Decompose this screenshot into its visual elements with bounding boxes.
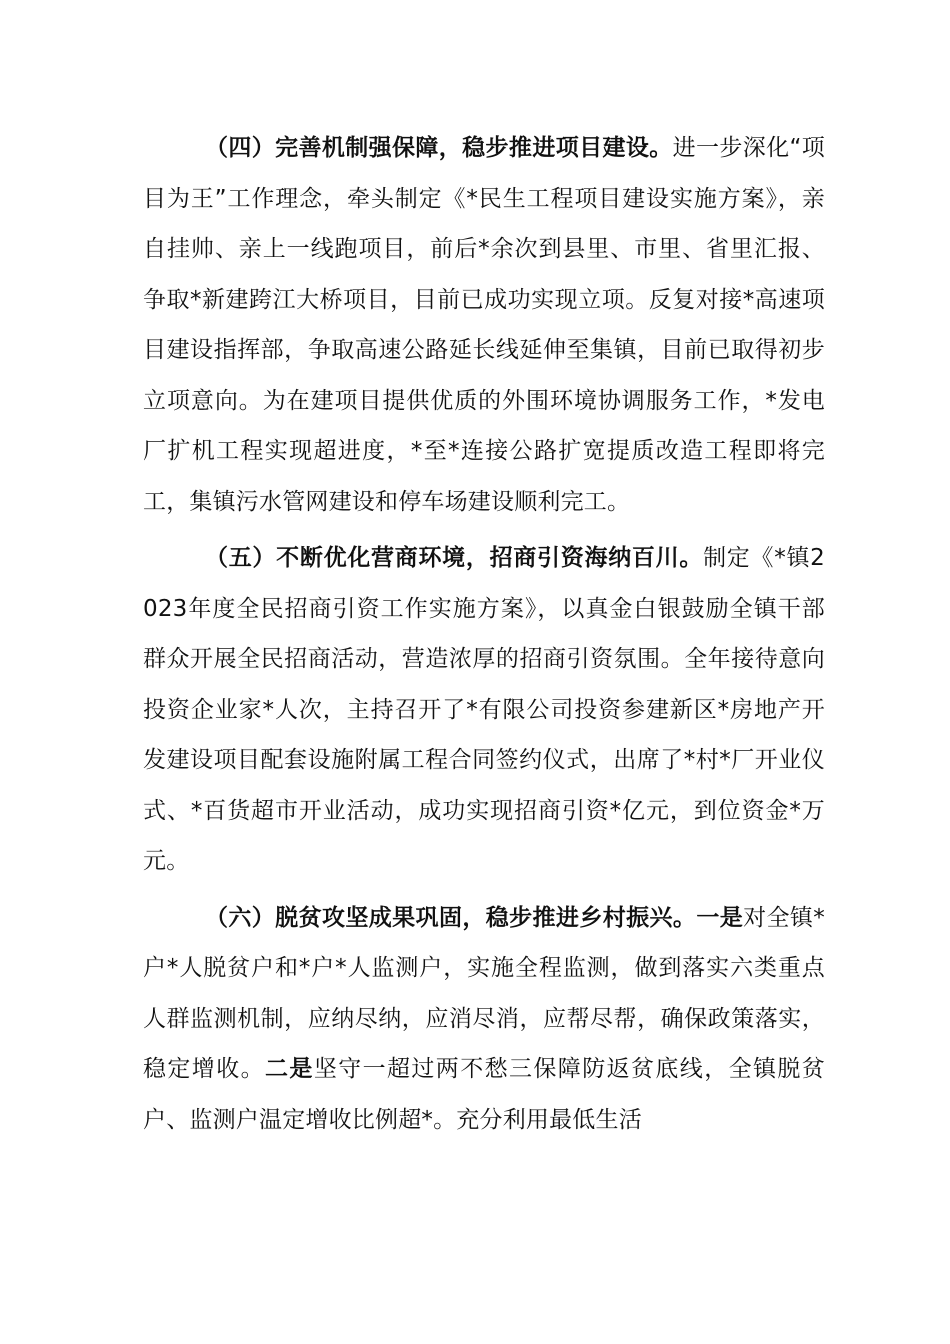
section-heading-4: （四）完善机制强保障，稳步推进项目建设。 <box>205 135 673 161</box>
section-heading-5: （五）不断优化营商环境，招商引资海纳百川。 <box>205 545 704 571</box>
paragraph-text: 进一步深化“项目为王”工作理念，牵头制定《*民生工程项目建设实施方案》，亲自挂帅、亲上一线跑项目，前后*余次到县里、市里、省里汇报、争取*新建跨江大桥项目，目前已成功实现立项。反复对接*高速项目建设指挥部，争取高速公路延长线延伸至集镇，目前已取得初步立项意向。为在建项目提供优质的外围环境协调服务工作，*发电厂扩机工程实现超进度，*至*连接公路扩宽提质改造工程即将完工，集镇污水管网建设和停车场建设顺利完工。 <box>143 135 825 515</box>
paragraph-text: 制定《*镇2023年度全民招商引资工作实施方案》，以真金白银鼓励全镇干部群众开展全民招商活动，营造浓厚的招商引资氛围。全年接待意向投资企业家*人次，主持召开了*有限公司投资参建新区*房地产开发建设项目配套设施附属工程合同签约仪式，出席了*村*厂开业仪式、*百货超市开业活动，成功实现招商引资*亿元，到位资金*万元。 <box>143 545 825 874</box>
paragraph-business-environment <box>143 533 825 887</box>
paragraph-text: 对全镇*户*人脱贫户和*户*人监测户，实施全程监测，做到落实六类重点人群监测机制，应纳尽纳，应消尽消，应帮尽帮，确保政策落实，稳定增收。 <box>143 904 825 1082</box>
paragraph-text: 坚守一超过两不愁三保障防返贫底线，全镇脱贫户、监测户温定增收比例超*。充分利用最低生活 <box>143 1056 826 1133</box>
document-body <box>143 123 825 1151</box>
paragraph-poverty-alleviation <box>143 893 825 1146</box>
enumeration-marker-second: 二是 <box>265 1056 314 1082</box>
enumeration-marker-first: 一是 <box>696 904 744 931</box>
section-heading-6: （六）脱贫攻坚成果巩固，稳步推进乡村振兴。 <box>205 904 697 931</box>
paragraph-project-construction <box>143 123 825 527</box>
